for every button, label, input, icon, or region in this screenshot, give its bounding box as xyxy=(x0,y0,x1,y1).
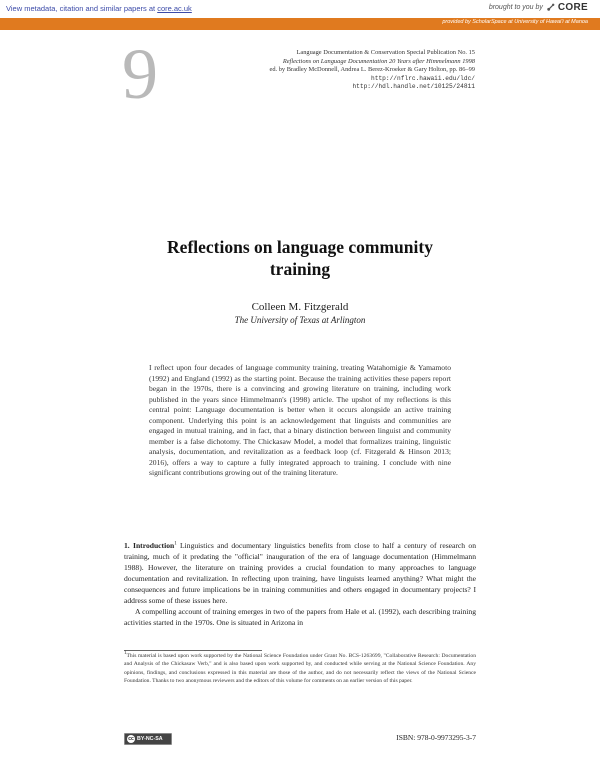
paper-title xyxy=(90,236,510,280)
license-label: BY-NC-SA xyxy=(137,736,163,742)
footnote-divider xyxy=(124,650,262,651)
footnote xyxy=(124,652,476,685)
body-text xyxy=(124,540,476,628)
intro-paragraph xyxy=(124,540,476,606)
journal-url-link[interactable]: http://nflrc.hawaii.edu/ldc/ xyxy=(371,74,475,82)
publication-info xyxy=(269,49,475,92)
provider-text[interactable]: provided by ScholarSpace at University of Hawai'i at Manoa xyxy=(442,19,588,25)
core-domain-link[interactable]: core.ac.uk xyxy=(157,4,192,13)
chapter-number: 9 xyxy=(122,34,158,114)
view-metadata-text[interactable]: View metadata, citation and similar papers at xyxy=(6,4,158,13)
volume-title-line: Reflections on Language Documentation 20 Years after Himmelmann 1998 xyxy=(282,57,475,65)
handle-url-link[interactable]: http://hdl.handle.net/10125/24811 xyxy=(352,83,475,91)
footnote-ref[interactable]: 1 xyxy=(174,541,177,547)
abstract-text: I reflect upon four decades of language community training, treating Watahomigie & Yamamoto (1992) and England (1992) as the starting point. Because the training activities these papers report began in the 1970s, there is a convincing and growing literature on training, including work published in the years since Himmelmann's (1998) article. The upshot of my reflections is this central point: Language documentation is better when it occurs alongside an active training component. Underlying this point is an acknowledgement that linguists and communities are engaged in mutual training, and in fact, that a binary distinction between linguist and community member is a false dichotomy. The Chickasaw Model, a model that formalizes training, linguistic analysis, documentation, and revitalization as a feedback loop (cf. Fitzgerald & Hinson 2013; 2016), offers a way to capture a fully integrated approach to training. I conclude with nine significant contributions growing out of the training literature. xyxy=(149,363,451,477)
series-line: Language Documentation & Conservation Special Publication No. 15 xyxy=(296,49,475,56)
editors-line: ed. by Bradley McDonnell, Andrea L. Berez-Kroeker & Gary Holton, pp. 86–99 xyxy=(269,66,475,74)
intro-text: Linguistics and documentary linguistics benefits from close to half a century of research on training, much of it predating the "official" inauguration of the era of language documentation (Himmelmann 1988). However, the literature on training provides a crucial foundation to many approaches to language documentation and revitalization. In reflecting upon training, have linguists learned anything? What might the consequences and future implications be in training communities and others engaged in documentary projects? I address some of these issues here. xyxy=(124,541,476,605)
title-line-1: Reflections on language community xyxy=(167,237,433,257)
core-banner xyxy=(0,0,600,18)
provider-bar xyxy=(0,18,600,30)
section-heading: 1. Introduction xyxy=(124,541,175,550)
abstract xyxy=(149,363,451,479)
author-name: Colleen M. Fitzgerald xyxy=(251,301,349,313)
second-paragraph: A compelling account of training emerges in two of the papers from Hale et al. (1992), each describing training activities started in the 1970s. One is situated in Arizona in xyxy=(124,607,476,627)
isbn: ISBN: 978-0-9973295-3-7 xyxy=(396,733,476,742)
core-logo-icon xyxy=(546,3,555,12)
title-line-2: training xyxy=(269,259,331,279)
author-affiliation: The University of Texas at Arlington xyxy=(234,315,366,325)
view-metadata-link[interactable] xyxy=(6,4,192,13)
brought-by-text: brought to you by xyxy=(488,4,543,11)
cc-icon: cc xyxy=(128,736,134,742)
core-brand[interactable] xyxy=(489,2,588,13)
core-logo-text: CORE xyxy=(557,2,588,13)
cc-license-badge[interactable] xyxy=(124,733,172,745)
footnote-mark: 1 xyxy=(124,651,127,657)
footnote-text: This material is based upon work supported by the National Science Foundation under Grant No. BCS-1263699, "Collaborative Research: Documentation and Analysis of the Chickasaw Verb," and is also based upon work supported by, and conducted while serving at the National Science Foundation. Any opinions, findings, and conclusions expressed in this material are those of the author, and do not necessarily reflect the views of the National Science Foundation. Thanks to two anonymous reviewers and the editors of this volume for comments on an earlier version of this paper. xyxy=(124,653,476,684)
